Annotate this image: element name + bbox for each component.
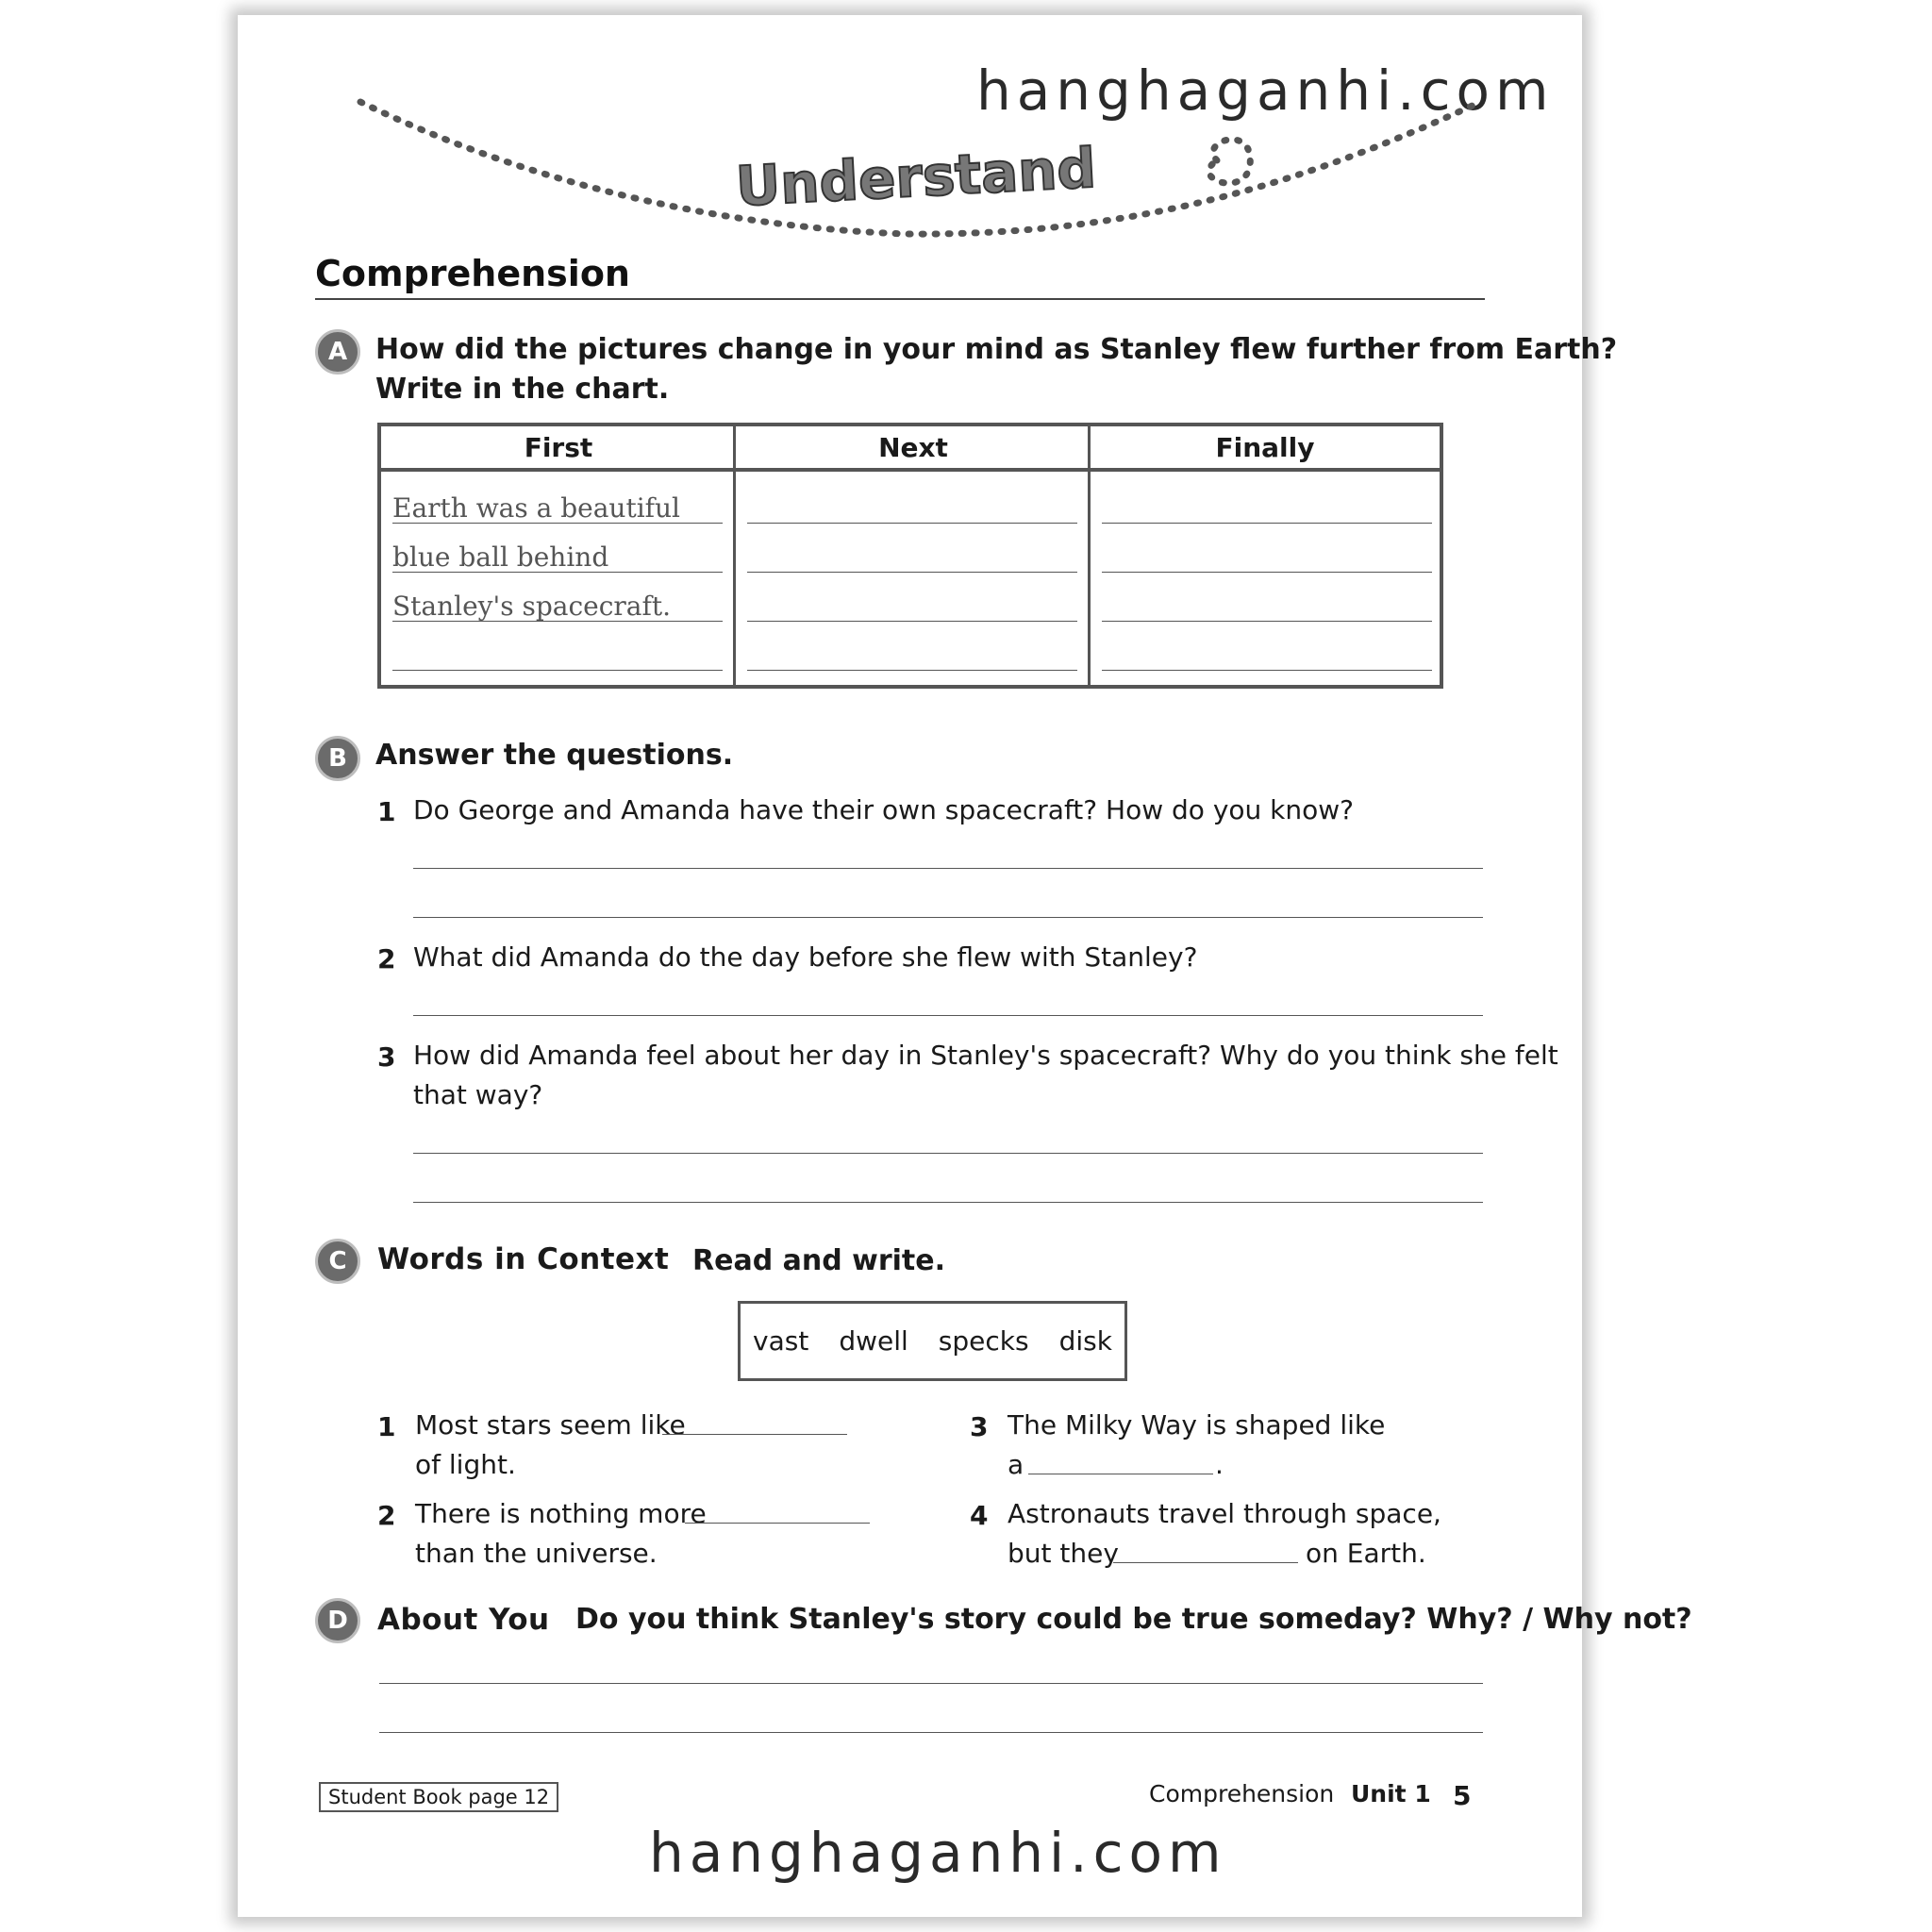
answer-line[interactable]	[747, 670, 1077, 671]
badge-a: A	[315, 329, 360, 375]
col-separator	[1088, 426, 1091, 685]
sequence-chart	[377, 423, 1443, 689]
answer-line[interactable]	[413, 1202, 1483, 1203]
answer-line[interactable]	[379, 1732, 1483, 1733]
question-1-text: Do George and Amanda have their own spacecraft? How do you know?	[413, 794, 1355, 825]
word-vast: vast	[753, 1325, 809, 1357]
answer-line[interactable]	[413, 868, 1483, 869]
about-you-label: About You	[377, 1603, 550, 1637]
student-book-ref: Student Book page 12	[319, 1782, 558, 1812]
answer-line[interactable]	[413, 1153, 1483, 1154]
prompt-c: Read and write.	[692, 1244, 946, 1277]
question-2-text: What did Amanda do the day before she flew with Stanley?	[413, 941, 1198, 973]
example-line-2: blue ball behind	[392, 541, 609, 573]
footer-unit: Unit 1	[1351, 1780, 1431, 1807]
item-1-line1: Most stars seem like	[415, 1409, 686, 1441]
badge-b: B	[315, 736, 360, 781]
word-bank	[738, 1301, 1127, 1381]
col-finally: Finally	[1215, 432, 1315, 463]
footer-section: Comprehension	[1149, 1780, 1335, 1807]
word-disk: disk	[1058, 1325, 1112, 1357]
word-specks: specks	[938, 1325, 1029, 1357]
col-separator	[733, 426, 736, 685]
item-number-1: 1	[377, 1411, 396, 1442]
answer-line[interactable]	[747, 621, 1077, 622]
item-3-line2a: a	[1008, 1449, 1024, 1480]
understand-banner	[349, 94, 1500, 255]
answer-line[interactable]	[392, 670, 723, 671]
question-number-2: 2	[377, 943, 396, 974]
item-2-line2: than the universe.	[415, 1538, 658, 1569]
prompt-a-line1: How did the pictures change in your mind as Stanley flew further from Earth?	[375, 333, 1618, 366]
item-number-3: 3	[970, 1411, 989, 1442]
watermark-top: hanghaganhi.com	[976, 58, 1555, 123]
item-1-line2: of light.	[415, 1449, 516, 1480]
item-number-2: 2	[377, 1500, 396, 1531]
answer-line[interactable]	[1102, 523, 1432, 524]
question-number-3: 3	[377, 1041, 396, 1073]
dotted-loop	[1209, 140, 1251, 183]
item-4-line2a: but they	[1008, 1538, 1119, 1569]
blank-line[interactable]	[662, 1434, 847, 1435]
word-dwell: dwell	[839, 1325, 908, 1357]
answer-line[interactable]	[379, 1683, 1483, 1684]
answer-line[interactable]	[1102, 670, 1432, 671]
answer-line[interactable]	[747, 523, 1077, 524]
page-number: 5	[1453, 1780, 1472, 1811]
badge-c: C	[315, 1239, 360, 1284]
example-line-1: Earth was a beautiful	[392, 492, 681, 524]
words-in-context-label: Words in Context	[377, 1242, 670, 1276]
watermark-bottom: hanghaganhi.com	[649, 1821, 1227, 1885]
blank-line[interactable]	[1113, 1562, 1298, 1563]
answer-line[interactable]	[1102, 572, 1432, 573]
blank-line[interactable]	[685, 1523, 870, 1524]
col-first: First	[524, 432, 593, 463]
item-3-line1: The Milky Way is shaped like	[1008, 1409, 1386, 1441]
answer-line[interactable]	[413, 917, 1483, 918]
item-4-line1: Astronauts travel through space,	[1008, 1498, 1441, 1529]
item-3-line2b: .	[1215, 1449, 1224, 1480]
answer-line[interactable]	[747, 572, 1077, 573]
item-4-line2b: on Earth.	[1306, 1538, 1426, 1569]
answer-line[interactable]	[392, 572, 723, 573]
example-line-3: Stanley's spacecraft.	[392, 591, 671, 622]
badge-d: D	[315, 1598, 360, 1643]
chart-header	[381, 426, 1440, 472]
answer-line[interactable]	[392, 523, 723, 524]
prompt-a-line2: Write in the chart.	[375, 373, 670, 406]
banner-title: Understand	[734, 135, 1098, 219]
section-title: Comprehension	[315, 253, 630, 294]
answer-line[interactable]	[1102, 621, 1432, 622]
section-rule	[315, 298, 1485, 300]
prompt-b: Answer the questions.	[375, 739, 734, 772]
prompt-d: Do you think Stanley's story could be true someday? Why? / Why not?	[575, 1603, 1692, 1636]
item-2-line1: There is nothing more	[415, 1498, 707, 1529]
col-next: Next	[878, 432, 948, 463]
answer-line[interactable]	[413, 1015, 1483, 1016]
item-number-4: 4	[970, 1500, 989, 1531]
question-3-line2: that way?	[413, 1079, 543, 1110]
answer-line[interactable]	[392, 621, 723, 622]
question-3-line1: How did Amanda feel about her day in Stanley's spacecraft? Why do you think she felt	[413, 1040, 1558, 1071]
question-number-1: 1	[377, 796, 396, 827]
